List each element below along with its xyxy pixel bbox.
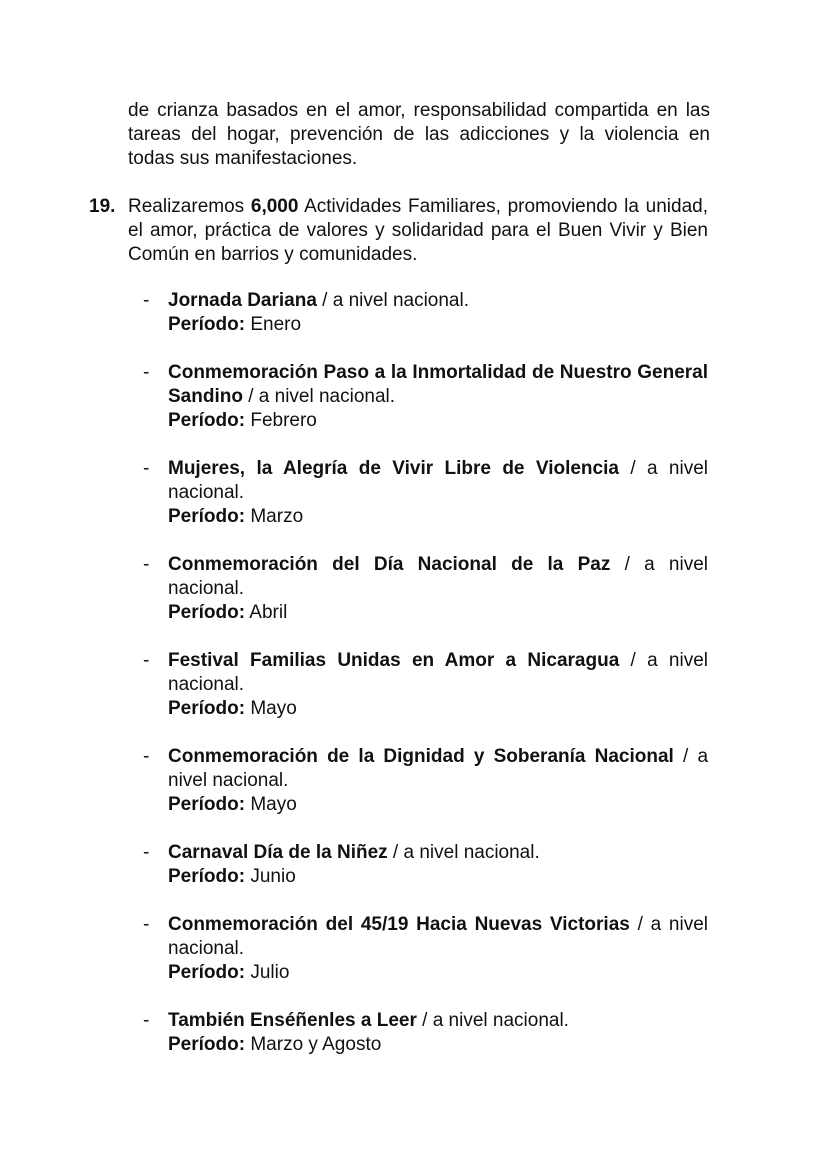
period-value: Enero [245, 314, 302, 335]
list-dash: - [143, 650, 150, 671]
list-dash: - [143, 914, 150, 935]
event-scope: / a nivel nacional. [168, 746, 709, 791]
period-value: Junio [245, 866, 296, 887]
event-scope: / a nivel nacional. [168, 914, 708, 959]
period-label: Período: [168, 1034, 246, 1055]
event-title: Conmemoración del 45/19 Hacia Nuevas Victorias [168, 914, 630, 935]
event-title: Jornada Dariana [168, 290, 317, 311]
list-dash: - [143, 746, 150, 767]
period-label: Período: [168, 314, 246, 335]
list-dash: - [143, 362, 150, 383]
event-title: Mujeres, la Alegría de Vivir Libre de Violencia [168, 458, 619, 479]
event-scope: / a nivel nacional. [168, 458, 708, 503]
event-item [143, 913, 708, 985]
event-list [143, 289, 708, 1081]
event-scope: / a nivel nacional. [242, 386, 396, 407]
event-item [143, 1009, 708, 1057]
period-value: Abril [245, 602, 288, 623]
list-dash: - [143, 842, 150, 863]
period-label: Período: [168, 962, 246, 983]
list-dash: - [143, 458, 150, 479]
period-value: Febrero [245, 410, 317, 431]
event-scope: / a nivel nacional. [168, 650, 708, 695]
event-title: Festival Familias Unidas en Amor a Nicaragua [168, 650, 620, 671]
period-value: Julio [245, 962, 290, 983]
event-item [143, 745, 708, 817]
event-scope: / a nivel nacional. [416, 1010, 569, 1031]
item-number: 19. [89, 196, 116, 217]
event-title: Conmemoración del Día Nacional de la Paz [168, 554, 611, 575]
list-dash: - [143, 1010, 150, 1031]
item-text-before: Realizaremos [128, 196, 251, 217]
period-value: Marzo y Agosto [245, 1034, 382, 1055]
event-title: Conmemoración Paso a la Inmortalidad de Nuestro General Sandino [168, 362, 708, 407]
period-value: Marzo [245, 506, 304, 527]
event-title: Carnaval Día de la Niñez [168, 842, 388, 863]
event-item [143, 649, 708, 721]
event-item [143, 553, 708, 625]
intro-paragraph: de crianza basados en el amor, responsabilidad compartida en las tareas del hogar, prevención de las adicciones y la violencia en todas sus manifestaciones. [128, 100, 710, 169]
period-value: Mayo [245, 794, 297, 815]
event-title: Conmemoración de la Dignidad y Soberanía Nacional [168, 746, 674, 767]
event-scope: / a nivel nacional. [168, 554, 708, 599]
period-value: Mayo [245, 698, 297, 719]
period-label: Período: [168, 866, 246, 887]
period-label: Período: [168, 794, 246, 815]
period-label: Período: [168, 698, 246, 719]
period-label: Período: [168, 602, 246, 623]
item-text-after: Actividades Familiares, promoviendo la unidad, el amor, práctica de valores y solidaridad para el Buen Vivir y Bien Común en barrios y comunidades. [128, 196, 708, 265]
period-label: Período: [168, 410, 246, 431]
event-item [143, 289, 708, 337]
item-paragraph [128, 195, 708, 267]
event-scope: / a nivel nacional. [387, 842, 540, 863]
event-scope: / a nivel nacional. [316, 290, 469, 311]
event-title: También Enséñenles a Leer [168, 1010, 417, 1031]
event-item [143, 457, 708, 529]
list-dash: - [143, 290, 150, 311]
list-dash: - [143, 554, 150, 575]
period-label: Período: [168, 506, 246, 527]
event-item [143, 361, 708, 433]
item-highlight-count: 6,000 [250, 196, 299, 217]
event-item [143, 841, 708, 889]
